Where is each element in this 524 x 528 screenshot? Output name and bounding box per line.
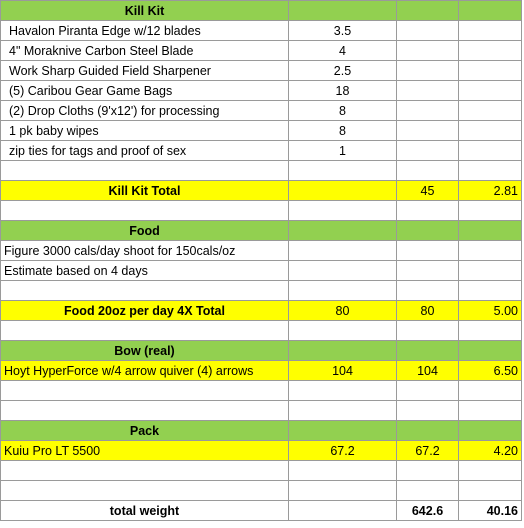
cell-total-ounces[interactable] [397,21,459,41]
cell-total-ounces[interactable] [397,341,459,361]
cell-ounces[interactable]: 3.5 [289,21,397,41]
blank-row [1,161,522,181]
cell-total-ounces[interactable] [397,481,459,501]
cell-item-name[interactable]: Food 20oz per day 4X Total [1,301,289,321]
item-row [1,61,522,81]
cell-ounces[interactable] [289,501,397,521]
item-row [1,141,522,161]
cell-ounces[interactable] [289,261,397,281]
final-row [1,501,522,521]
cell-item-name[interactable]: Estimate based on 4 days [1,261,289,281]
cell-ounces[interactable]: 1 [289,141,397,161]
cell-item-name[interactable]: Bow (real) [1,341,289,361]
cell-pounds[interactable] [459,41,522,61]
yellowrow-row [1,361,522,381]
cell-total-ounces[interactable] [397,461,459,481]
header-row [1,221,522,241]
cell-pounds[interactable]: 5.00 [459,301,522,321]
header-row [1,421,522,441]
cell-ounces[interactable] [289,321,397,341]
cell-total-ounces[interactable]: 642.6 [397,501,459,521]
cell-pounds[interactable] [459,121,522,141]
cell-total-ounces[interactable] [397,41,459,61]
cell-item-name[interactable] [1,401,289,421]
cell-total-ounces[interactable] [397,281,459,301]
cell-item-name[interactable]: (2) Drop Cloths (9'x12') for processing [1,101,289,121]
cell-item-name[interactable]: Havalon Piranta Edge w/12 blades [1,21,289,41]
cell-pounds[interactable] [459,101,522,121]
cell-total-ounces[interactable] [397,221,459,241]
item-row [1,121,522,141]
cell-pounds[interactable] [459,261,522,281]
cell-pounds[interactable] [459,81,522,101]
cell-pounds[interactable] [459,1,522,21]
yellowrow-row [1,441,522,461]
cell-item-name[interactable]: zip ties for tags and proof of sex [1,141,289,161]
cell-total-ounces[interactable] [397,61,459,81]
cell-ounces[interactable]: 80 [289,301,397,321]
blank-row [1,461,522,481]
cell-ounces[interactable]: 8 [289,101,397,121]
blank-row [1,281,522,301]
cell-item-name[interactable]: Kill Kit Total [1,181,289,201]
cell-total-ounces[interactable] [397,1,459,21]
cell-pounds[interactable] [459,421,522,441]
cell-total-ounces[interactable] [397,141,459,161]
cell-ounces[interactable]: 67.2 [289,441,397,461]
cell-total-ounces[interactable] [397,121,459,141]
cell-item-name[interactable] [1,461,289,481]
cell-ounces[interactable] [289,341,397,361]
cell-ounces[interactable] [289,201,397,221]
cell-pounds[interactable]: 6.50 [459,361,522,381]
item-row [1,21,522,41]
cell-item-name[interactable]: 1 pk baby wipes [1,121,289,141]
cell-pounds[interactable] [459,161,522,181]
cell-pounds[interactable]: 4.20 [459,441,522,461]
cell-ounces[interactable] [289,161,397,181]
cell-pounds[interactable] [459,321,522,341]
cell-pounds[interactable] [459,401,522,421]
cell-total-ounces[interactable] [397,81,459,101]
cell-ounces[interactable] [289,461,397,481]
cell-pounds[interactable] [459,381,522,401]
cell-ounces[interactable] [289,381,397,401]
cell-pounds[interactable] [459,61,522,81]
cell-item-name[interactable] [1,201,289,221]
total-row [1,301,522,321]
cell-total-ounces[interactable] [397,261,459,281]
header-row [1,1,522,21]
cell-item-name[interactable]: Hoyt HyperForce w/4 arrow quiver (4) arrows [1,361,289,381]
cell-pounds[interactable] [459,281,522,301]
cell-total-ounces[interactable]: 67.2 [397,441,459,461]
total-row [1,181,522,201]
blank-row [1,201,522,221]
blank-row [1,401,522,421]
cell-pounds[interactable] [459,21,522,41]
cell-total-ounces[interactable] [397,241,459,261]
cell-ounces[interactable] [289,241,397,261]
cell-pounds[interactable]: 40.16 [459,501,522,521]
item-row [1,81,522,101]
cell-item-name[interactable] [1,281,289,301]
cell-total-ounces[interactable] [397,201,459,221]
cell-pounds[interactable] [459,141,522,161]
blank-row [1,321,522,341]
cell-item-name[interactable]: total weight [1,501,289,521]
cell-ounces[interactable] [289,281,397,301]
cell-pounds[interactable] [459,461,522,481]
blank-row [1,481,522,501]
cell-item-name[interactable]: Figure 3000 cals/day shoot for 150cals/oz [1,241,289,261]
cell-ounces[interactable] [289,481,397,501]
cell-item-name[interactable]: Work Sharp Guided Field Sharpener [1,61,289,81]
item-row [1,101,522,121]
cell-item-name[interactable]: Pack [1,421,289,441]
cell-item-name[interactable] [1,381,289,401]
cell-ounces[interactable]: 4 [289,41,397,61]
cell-pounds[interactable] [459,241,522,261]
cell-item-name[interactable] [1,481,289,501]
cell-ounces[interactable]: 18 [289,81,397,101]
note-row [1,261,522,281]
cell-ounces[interactable] [289,221,397,241]
sheet-body [1,1,522,521]
cell-item-name[interactable] [1,321,289,341]
cell-ounces[interactable]: 2.5 [289,61,397,81]
note-row [1,241,522,261]
cell-total-ounces[interactable]: 80 [397,301,459,321]
cell-item-name[interactable]: 4" Moraknive Carbon Steel Blade [1,41,289,61]
item-row [1,41,522,61]
cell-total-ounces[interactable] [397,161,459,181]
cell-item-name[interactable]: Kuiu Pro LT 5500 [1,441,289,461]
cell-pounds[interactable] [459,201,522,221]
cell-item-name[interactable]: Kill Kit [1,1,289,21]
cell-item-name[interactable]: (5) Caribou Gear Game Bags [1,81,289,101]
cell-ounces[interactable] [289,401,397,421]
cell-ounces[interactable]: 104 [289,361,397,381]
cell-total-ounces[interactable] [397,101,459,121]
cell-item-name[interactable]: Food [1,221,289,241]
cell-total-ounces[interactable] [397,421,459,441]
cell-total-ounces[interactable] [397,381,459,401]
cell-ounces[interactable]: 8 [289,121,397,141]
cell-ounces[interactable] [289,181,397,201]
cell-ounces[interactable] [289,1,397,21]
cell-pounds[interactable] [459,481,522,501]
cell-pounds[interactable] [459,221,522,241]
cell-total-ounces[interactable]: 104 [397,361,459,381]
cell-pounds[interactable] [459,341,522,361]
header-row [1,341,522,361]
cell-total-ounces[interactable] [397,321,459,341]
cell-total-ounces[interactable] [397,401,459,421]
cell-pounds[interactable]: 2.81 [459,181,522,201]
blank-row [1,381,522,401]
cell-total-ounces[interactable]: 45 [397,181,459,201]
cell-item-name[interactable] [1,161,289,181]
cell-ounces[interactable] [289,421,397,441]
